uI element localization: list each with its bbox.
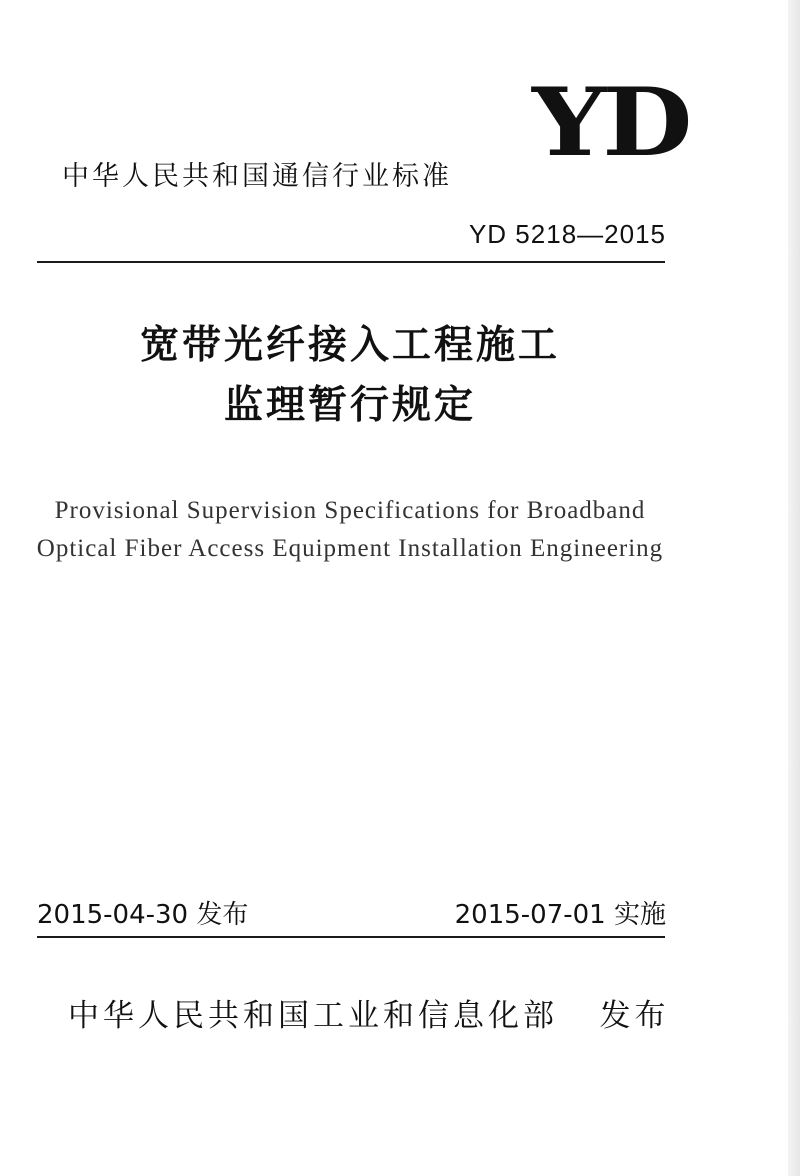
top-divider: [37, 261, 665, 263]
title-english-line-2: Optical Fiber Access Equipment Installation Engineering: [36, 535, 664, 562]
page-edge: [788, 0, 800, 1176]
publisher: 中华人民共和国工业和信息化部 发布: [68, 998, 670, 1034]
implementation-date: 2015-07-01 实施: [454, 900, 666, 930]
title-chinese-line-1: 宽带光纤接入工程施工: [139, 322, 560, 368]
bottom-divider: [37, 936, 665, 938]
title-english-line-1: Provisional Supervision Specifications for Broadband: [54, 497, 646, 524]
yd-logo: YD: [532, 67, 689, 178]
issue-date: 2015-04-30 发布: [37, 900, 249, 930]
title-chinese-line-2: 监理暂行规定: [223, 382, 476, 428]
standard-number: YD 5218—2015: [468, 219, 666, 249]
standard-category: 中华人民共和国通信行业标准: [62, 161, 452, 192]
